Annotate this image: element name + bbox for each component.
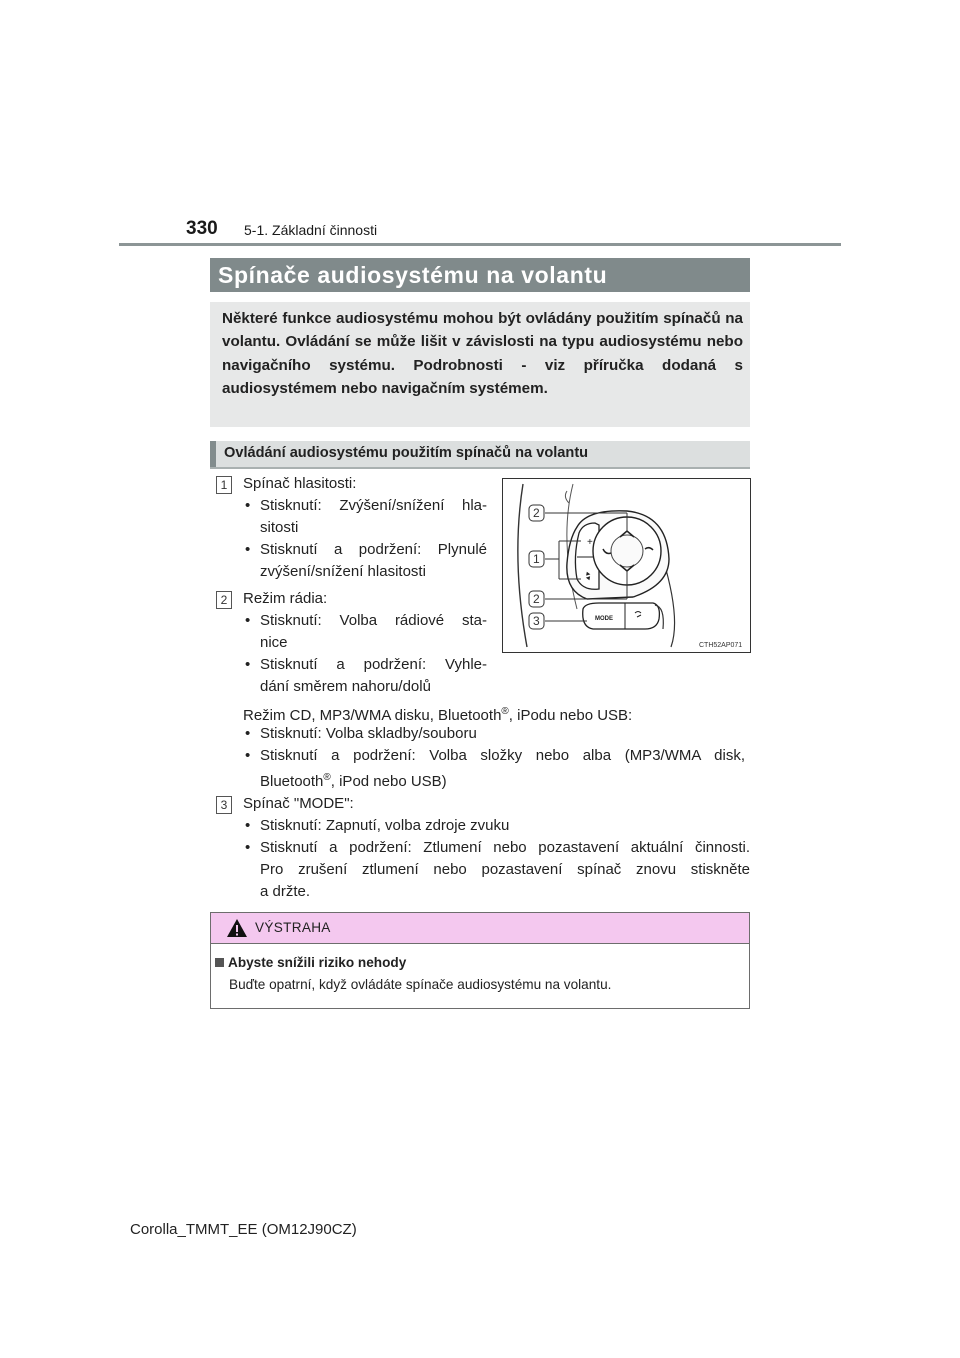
svg-text:▴▾: ▴▾ [582, 571, 593, 581]
item-1-bullet-2-line-1: Stisknutí a podržení: Plynulé [260, 541, 487, 558]
bullet-dot: • [245, 725, 251, 742]
steering-switch-figure [502, 478, 751, 653]
plus-label: + [587, 537, 593, 548]
figure-callout-2-bottom: 2 [533, 592, 540, 606]
bullet-dot: • [245, 656, 251, 673]
header-rule [119, 243, 841, 246]
item-2-bullet-4-line-1: Stisknutí a podržení: Volba složky nebo alba (MP3/WMA disk, [260, 747, 745, 764]
item-2-bullet-3: Stisknutí: Volba skladby/souboru [260, 725, 477, 742]
bullet-dot: • [245, 541, 251, 558]
page-number: 330 [186, 218, 218, 239]
item-2-cd-mode-title: Režim CD, MP3/WMA disku, Bluetooth®, iPodu nebo USB: [243, 706, 633, 724]
item-1-bullet-1-line-1: Stisknutí: Zvýšení/snížení hla- [260, 497, 487, 514]
callout-badge-2: 2 [216, 591, 232, 609]
bullet-dot: • [245, 747, 251, 764]
subheading-rule [210, 467, 750, 469]
warning-item-text: Buďte opatrní, když ovládáte spínače audiosystému na volantu. [229, 977, 612, 992]
footer-model-code: Corolla_TMMT_EE (OM12J90CZ) [130, 1221, 357, 1238]
item-3-bullet-2-line-1: Stisknutí a podržení: Ztlumení nebo pozastavení aktuální činnosti. [260, 839, 750, 856]
item-3-bullet-2-line-3: a držte. [260, 883, 311, 900]
item-2-title: Režim rádia: [243, 590, 328, 607]
figure-code: CTH52AP071 [699, 642, 743, 649]
figure-callout-2-top: 2 [533, 506, 540, 520]
bullet-dot: • [245, 497, 251, 514]
figure-callout-1: 1 [533, 552, 540, 566]
page-title: Spínače audiosystému na volantu [218, 262, 608, 288]
item-3-bullet-1: Stisknutí: Zapnutí, volba zdroje zvuku [260, 817, 510, 834]
warning-triangle-icon [226, 918, 248, 943]
callout-badge-1: 1 [216, 476, 232, 494]
bullet-dot: • [245, 839, 251, 856]
subheading-marker [210, 441, 216, 468]
item-1-bullet-2-line-2: zvýšení/snížení hlasitosti [260, 563, 426, 580]
item-2-bullet-4-line-2: Bluetooth®, iPod nebo USB) [260, 772, 447, 790]
bullet-dot: • [245, 817, 251, 834]
item-1-title: Spínač hlasitosti: [243, 475, 357, 492]
figure-callout-3: 3 [533, 614, 540, 628]
steering-switch-illustration [503, 479, 750, 652]
warning-item-marker [215, 958, 224, 967]
subheading-text: Ovládání audiosystému použitím spínačů na volantu [224, 445, 589, 461]
item-2-bullet-1-line-1: Stisknutí: Volba rádiové sta- [260, 612, 487, 629]
section-reference: 5-1. Základní činnosti [244, 222, 378, 238]
item-3-bullet-2-line-2: Pro zrušení ztlumení nebo pozastavení spínač znovu stiskněte [260, 861, 750, 878]
item-1-bullet-1-line-2: sitosti [260, 519, 299, 536]
intro-text: Některé funkce audiosystému mohou být ovládány použitím spínačů na volantu. Ovládání se může lišit v závislosti na typu audiosystému nebo navigačního systému. Podrobnosti - viz příručka dodaná s audiosystémem nebo navigačním systémem. [222, 310, 743, 398]
item-2-bullet-1-line-2: nice [260, 634, 288, 651]
warning-title: VÝSTRAHA [255, 920, 331, 935]
item-3-title: Spínač "MODE": [243, 795, 354, 812]
callout-badge-3: 3 [216, 796, 232, 814]
item-2-bullet-2-line-1: Stisknutí a podržení: Vyhle- [260, 656, 487, 673]
bullet-dot: • [245, 612, 251, 629]
mode-label: MODE [595, 616, 613, 622]
warning-item-heading: Abyste snížili riziko nehody [228, 955, 407, 970]
item-2-bullet-2-line-2: dání směrem nahoru/dolů [260, 678, 431, 695]
